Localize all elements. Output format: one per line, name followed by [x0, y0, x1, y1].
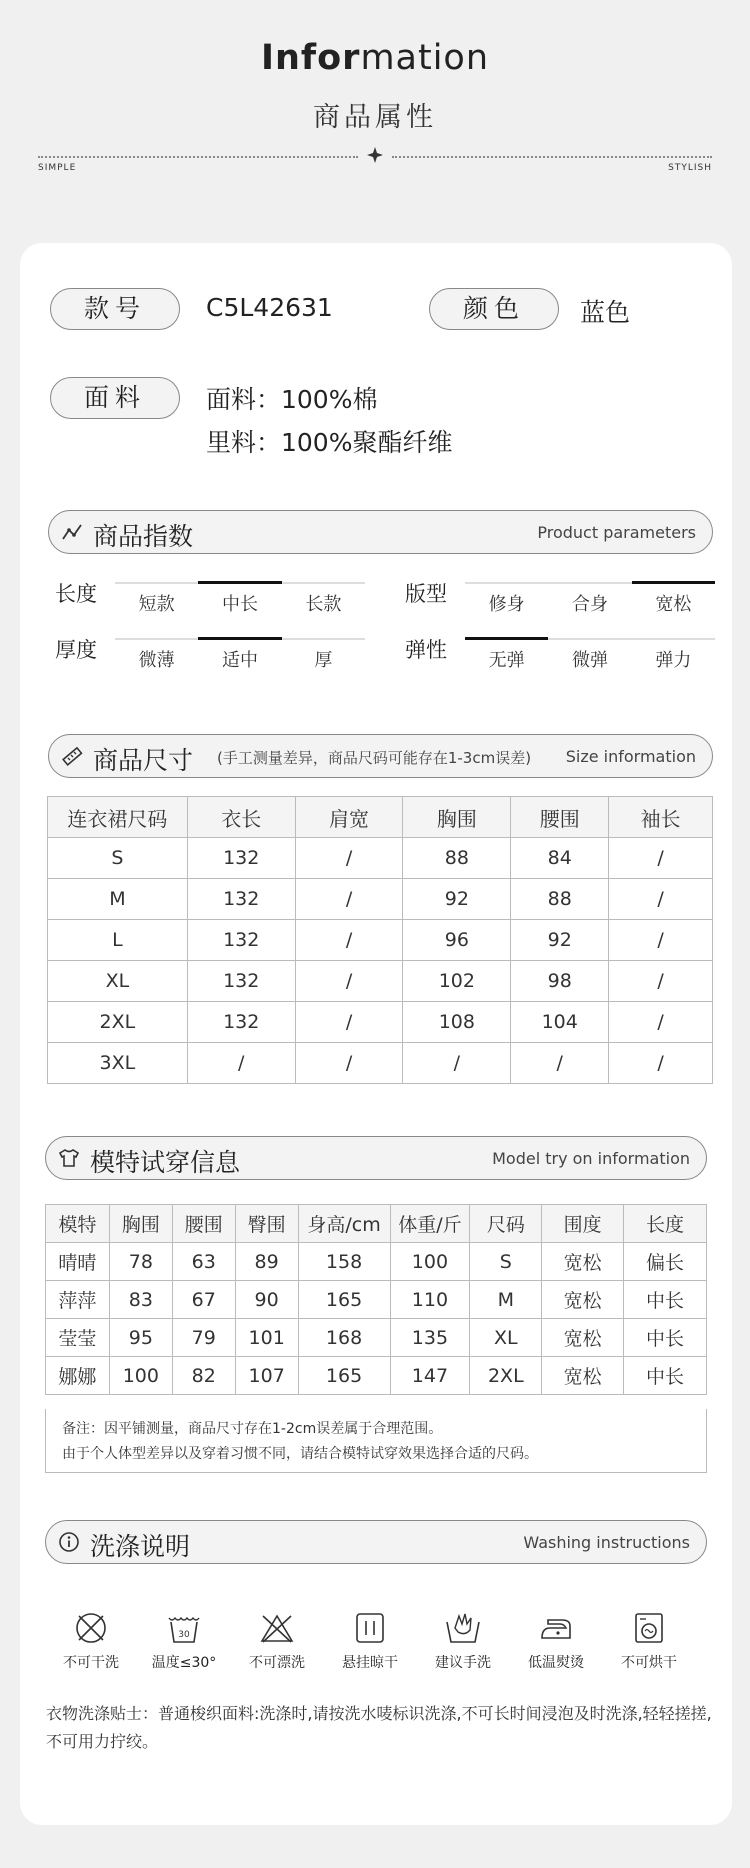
size-table-cell: /	[295, 879, 403, 920]
model-table-cell: 偏长	[624, 1243, 707, 1281]
table-row	[48, 838, 713, 879]
model-table-cell: 79	[172, 1319, 235, 1357]
param-label: 长度	[55, 582, 97, 606]
color-label: 颜色	[429, 288, 559, 330]
size-table-header: 连衣裙尺码	[48, 797, 188, 838]
no-bleach-label: 不可漂洗	[249, 1655, 305, 1671]
model-table-cell: 95	[109, 1319, 172, 1357]
title-en-bold: Infor	[260, 38, 361, 78]
model-table-cell: 78	[109, 1243, 172, 1281]
style-number-label: 款号	[50, 288, 180, 330]
model-table-cell: 82	[172, 1357, 235, 1395]
model-table-cell: 100	[390, 1243, 470, 1281]
title-en-light: mation	[360, 38, 490, 78]
model-table-cell: 165	[298, 1357, 390, 1395]
table-row	[48, 1002, 713, 1043]
size-table-header: 袖长	[609, 797, 713, 838]
model-table-cell: 中长	[624, 1357, 707, 1395]
size-table-cell: 92	[403, 879, 511, 920]
model-table-cell: 147	[390, 1357, 470, 1395]
model-table-cell: 89	[235, 1243, 298, 1281]
size-table-header: 腰围	[511, 797, 609, 838]
size-info-header	[48, 734, 713, 778]
size-table-cell: 92	[511, 920, 609, 961]
model-table-header: 腰围	[172, 1205, 235, 1243]
trend-icon	[61, 521, 83, 543]
no-dry-clean-label: 不可干洗	[63, 1655, 119, 1671]
param-selected-marker	[198, 581, 281, 584]
model-table-cell: 中长	[624, 1319, 707, 1357]
no-tumble-dry-icon	[608, 1610, 690, 1672]
model-table-cell: 萍萍	[46, 1281, 110, 1319]
size-table-cell: 132	[187, 879, 295, 920]
param-option: 长款	[305, 594, 342, 615]
table-row	[48, 961, 713, 1002]
table-row	[46, 1319, 707, 1357]
size-table-cell: 88	[511, 879, 609, 920]
size-table-cell: /	[295, 961, 403, 1002]
model-table-cell: 158	[298, 1243, 390, 1281]
size-table-header-row	[48, 797, 713, 838]
size-table-cell: 104	[511, 1002, 609, 1043]
table-row	[46, 1243, 707, 1281]
hand-wash-label: 建议手洗	[435, 1655, 491, 1671]
washing-title-en: Washing instructions	[523, 1533, 690, 1552]
page-header	[0, 0, 750, 240]
model-table-header-row	[46, 1205, 707, 1243]
style-number-value: C5L42631	[206, 293, 333, 322]
size-table-header: 衣长	[187, 797, 295, 838]
model-table-cell: 67	[172, 1281, 235, 1319]
param-label: 厚度	[55, 638, 97, 662]
product-params-header	[48, 510, 713, 554]
color-value: 蓝色	[580, 298, 631, 327]
simple-label: SIMPLE	[38, 163, 77, 173]
size-table-cell: /	[609, 1002, 713, 1043]
washing-header	[45, 1520, 707, 1564]
model-note	[45, 1409, 707, 1473]
ruler-icon	[61, 745, 83, 767]
model-note-line2: 由于个人体型差异以及穿着习惯不同，请结合模特试穿效果选择合适的尺码。	[62, 1446, 538, 1462]
param-selected-marker	[465, 637, 548, 640]
tshirt-icon	[58, 1147, 80, 1169]
size-table-cell: 84	[511, 838, 609, 879]
model-table-cell: 168	[298, 1319, 390, 1357]
hang-dry-icon	[329, 1610, 411, 1672]
param-option: 宽松	[655, 594, 692, 615]
model-table-cell: 110	[390, 1281, 470, 1319]
model-table-cell: 101	[235, 1319, 298, 1357]
size-info-note: (手工测量差异，商品尺码可能存在1-3cm误差)	[217, 749, 532, 767]
no-dry-clean-icon	[50, 1610, 132, 1672]
size-table-cell: /	[609, 879, 713, 920]
param-option: 无弹	[488, 650, 525, 671]
size-table-cell: 102	[403, 961, 511, 1002]
fabric-label: 面料	[50, 377, 180, 419]
size-table-cell: /	[609, 920, 713, 961]
model-table-cell: 娜娜	[46, 1357, 110, 1395]
model-table-cell: 宽松	[542, 1357, 624, 1395]
model-table-cell: 晴晴	[46, 1243, 110, 1281]
model-info-header	[45, 1136, 707, 1180]
no-bleach-icon	[236, 1610, 318, 1672]
model-table-cell: 宽松	[542, 1281, 624, 1319]
model-table-cell: 135	[390, 1319, 470, 1357]
param-selected-marker	[632, 581, 715, 584]
product-params-title: 商品指数	[93, 522, 194, 551]
model-table-cell: 宽松	[542, 1319, 624, 1357]
param-option: 合身	[572, 594, 608, 615]
model-table-cell: 83	[109, 1281, 172, 1319]
size-table-cell: 132	[187, 961, 295, 1002]
size-table-cell: M	[48, 879, 188, 920]
ornament-icon	[366, 146, 384, 164]
size-table-cell: 98	[511, 961, 609, 1002]
size-table-cell: /	[511, 1043, 609, 1084]
size-table-cell: /	[295, 1043, 403, 1084]
model-table-cell: 莹莹	[46, 1319, 110, 1357]
model-table-cell: 90	[235, 1281, 298, 1319]
model-table-header: 臀围	[235, 1205, 298, 1243]
size-table-cell: 3XL	[48, 1043, 188, 1084]
size-table-cell: 132	[187, 838, 295, 879]
param-label: 弹性	[405, 638, 447, 662]
table-row	[46, 1357, 707, 1395]
size-table-header: 肩宽	[295, 797, 403, 838]
product-params-title-en: Product parameters	[537, 523, 696, 542]
washing-tips: 衣物洗涤贴士：普通梭织面料:洗涤时,请按洗水唛标识洗涤,不可长时间浸泡及时洗涤,轻轻搓搓,不可用力拧绞。	[46, 1704, 712, 1751]
param-option: 中长	[222, 594, 258, 615]
table-row	[46, 1281, 707, 1319]
size-table-cell: /	[295, 920, 403, 961]
size-table-cell: 88	[403, 838, 511, 879]
fabric-lining: 里料：100%聚酯纤维	[206, 428, 453, 457]
table-row	[48, 1043, 713, 1084]
model-table-cell: 中长	[624, 1281, 707, 1319]
size-table-cell: /	[295, 1002, 403, 1043]
title-chinese: 商品属性	[313, 102, 437, 133]
wash-30-label: 温度≤30°	[151, 1655, 217, 1671]
model-info-title: 模特试穿信息	[90, 1148, 241, 1177]
hand-wash-icon	[422, 1610, 504, 1672]
low-iron-icon	[515, 1610, 597, 1672]
size-table-cell: /	[609, 1043, 713, 1084]
size-table-cell: /	[609, 838, 713, 879]
size-table-cell: 132	[187, 1002, 295, 1043]
param-option: 修身	[488, 594, 525, 615]
model-table-header: 体重/斤	[390, 1205, 470, 1243]
size-table	[47, 796, 713, 1084]
size-table-cell: /	[403, 1043, 511, 1084]
param-option: 适中	[222, 650, 258, 671]
size-info-title: 商品尺寸	[93, 746, 194, 775]
low-iron-label: 低温熨烫	[528, 1655, 584, 1671]
model-table-cell: 2XL	[470, 1357, 542, 1395]
info-icon	[58, 1531, 80, 1553]
size-table-cell: 132	[187, 920, 295, 961]
title-english	[0, 38, 750, 78]
size-table-cell: 2XL	[48, 1002, 188, 1043]
size-table-cell: L	[48, 920, 188, 961]
table-row	[48, 879, 713, 920]
size-table-cell: /	[187, 1043, 295, 1084]
model-table-cell: 165	[298, 1281, 390, 1319]
washing-title: 洗涤说明	[90, 1532, 191, 1561]
param-option: 微薄	[138, 650, 175, 671]
param-label: 版型	[405, 582, 447, 606]
size-table-header: 胸围	[403, 797, 511, 838]
param-option: 厚	[314, 650, 333, 671]
size-table-cell: 108	[403, 1002, 511, 1043]
hang-dry-label: 悬挂晾干	[342, 1655, 398, 1671]
size-table-cell: /	[295, 838, 403, 879]
model-table-cell: 107	[235, 1357, 298, 1395]
model-table-cell: S	[470, 1243, 542, 1281]
model-table-cell: 宽松	[542, 1243, 624, 1281]
divider-left	[38, 156, 358, 158]
size-table-cell: XL	[48, 961, 188, 1002]
fabric-shell: 面料：100%棉	[206, 385, 378, 414]
model-table-header: 长度	[624, 1205, 707, 1243]
size-table-cell: S	[48, 838, 188, 879]
stylish-label: STYLISH	[668, 163, 712, 173]
model-table-header: 围度	[542, 1205, 624, 1243]
model-table-header: 模特	[46, 1205, 110, 1243]
model-table-cell: 63	[172, 1243, 235, 1281]
model-table-header: 身高/cm	[298, 1205, 390, 1243]
no-tumble-dry-label: 不可烘干	[621, 1655, 677, 1671]
model-info-title-en: Model try on information	[492, 1149, 690, 1168]
divider-right	[392, 156, 712, 158]
svg-text:30: 30	[178, 1630, 190, 1640]
model-table-cell: 100	[109, 1357, 172, 1395]
param-selected-marker	[198, 637, 281, 640]
param-option: 微弹	[572, 650, 608, 671]
model-note-line1: 备注：因平铺测量，商品尺寸存在1-2cm误差属于合理范围。	[62, 1421, 443, 1437]
model-table-header: 尺码	[470, 1205, 542, 1243]
table-row	[48, 920, 713, 961]
size-table-cell: 96	[403, 920, 511, 961]
model-table-header: 胸围	[109, 1205, 172, 1243]
param-option: 弹力	[655, 650, 692, 671]
size-table-cell: /	[609, 961, 713, 1002]
param-option: 短款	[138, 594, 175, 615]
model-table-cell: M	[470, 1281, 542, 1319]
wash-30-icon	[143, 1610, 225, 1672]
model-table	[45, 1204, 707, 1395]
size-info-title-en: Size information	[565, 747, 696, 766]
model-table-cell: XL	[470, 1319, 542, 1357]
